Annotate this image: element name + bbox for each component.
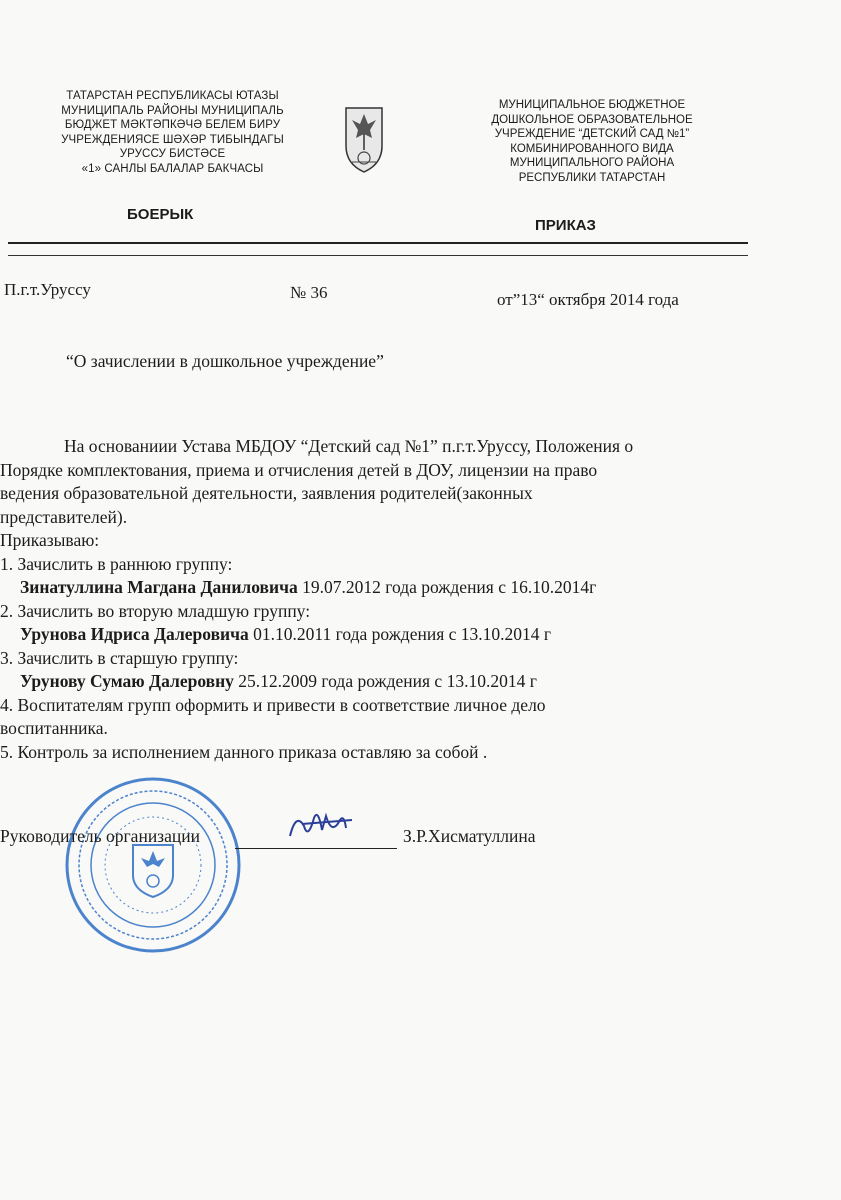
- header-right-line: УЧРЕЖДЕНИЕ “ДЕТСКИЙ САД №1”: [494, 128, 690, 140]
- order-word: Приказываю:: [0, 530, 100, 550]
- header-divider-thin: [8, 255, 748, 256]
- document-place: П.г.т.Уруссу: [4, 280, 91, 299]
- order-item-5: 5. Контроль за исполнением данного приказа оставляю за собой .: [0, 741, 488, 762]
- signatory-title: Руководитель организации: [0, 826, 200, 846]
- child-details: 19.07.2012 года рождения с 16.10.2014г: [297, 577, 597, 597]
- child-name: Урунову Сумаю Далеровну: [20, 671, 234, 691]
- header-left-line: МУНИЦИПАЛЬ РАЙОНЫ МУНИЦИПАЛЬ: [61, 104, 284, 117]
- document-body: [0, 435, 760, 764]
- document-number: № 36: [290, 283, 328, 302]
- doc-type-tatar: БОЕРЫК: [127, 206, 194, 223]
- child-entry-1: [0, 576, 760, 600]
- header-right-line: РЕСПУБЛИКИ ТАТАРСТАН: [518, 171, 666, 184]
- header-right-line: КОМБИНИРОВАННОГО ВИДА: [510, 142, 674, 155]
- header-left-line: УРУССУ БИСТӘСЕ: [119, 148, 226, 160]
- document-date: от”13“ октября 2014 года: [497, 290, 679, 309]
- coat-of-arms-emblem: [342, 104, 386, 174]
- order-item-3: 3. Зачислить в старшую группу:: [0, 647, 239, 668]
- child-details: 25.12.2009 года рождения с 13.10.2014 г: [233, 671, 537, 691]
- order-item-2: 2. Зачислить во вторую младшую группу:: [0, 600, 311, 621]
- header-divider-thick: [8, 242, 748, 244]
- signatory-name: З.Р.Хисматуллина: [403, 826, 536, 846]
- header-left-line: УЧРЕЖДЕНИЯСЕ ШӘХӘР ТИБЫНДАГЫ: [61, 133, 284, 146]
- header-left-line: «1» САНЛЫ БАЛАЛАР БАКЧАСЫ: [81, 162, 264, 175]
- child-details: 01.10.2011 года рождения с 13.10.2014 г: [248, 624, 552, 644]
- header-right-block: [462, 98, 722, 185]
- order-item-4: 4. Воспитателям групп оформить и привести в соответствие личное дело: [0, 694, 546, 715]
- child-entry-2: [0, 623, 760, 647]
- doc-type-russian: ПРИКАЗ: [535, 217, 596, 234]
- round-seal-stamp: [58, 775, 248, 955]
- basis-line: представителей).: [0, 506, 128, 527]
- basis-line: ведения образовательной деятельности, заявления родителей(законных: [0, 483, 533, 503]
- order-item-4-cont: воспитанника.: [0, 718, 108, 738]
- header-left-line: ТАТАРСТАН РЕСПУБЛИКАСЫ ЮТАЗЫ: [66, 90, 279, 102]
- signature-line: [235, 848, 397, 849]
- header-right-line: МУНИЦИПАЛЬНОЕ БЮДЖЕТНОЕ: [498, 99, 686, 111]
- header-right-line: МУНИЦИПАЛЬНОГО РАЙОНА: [509, 157, 675, 169]
- document-title: “О зачислении в дошкольное учреждение”: [66, 351, 384, 371]
- handwritten-signature: [282, 806, 372, 846]
- basis-line: На основаниии Устава МБДОУ “Детский сад №1” п.г.т.Уруссу, Положения о: [64, 436, 634, 456]
- header-left-line: БЮДЖЕТ МӘКТӘПКӘЧӘ БЕЛЕМ БИРУ: [64, 119, 281, 131]
- basis-line: Порядке комплектования, приема и отчисления детей в ДОУ, лицензии на право: [0, 459, 598, 480]
- header-left-block: [35, 89, 310, 176]
- child-name: Урунова Идриса Далеровича: [20, 624, 249, 644]
- child-name: Зинатуллина Магдана Даниловича: [20, 577, 298, 597]
- header-right-line: ДОШКОЛЬНОЕ ОБРАЗОВАТЕЛЬНОЕ: [491, 113, 693, 126]
- child-entry-3: [0, 670, 760, 694]
- order-item-1: 1. Зачислить в раннюю группу:: [0, 553, 233, 574]
